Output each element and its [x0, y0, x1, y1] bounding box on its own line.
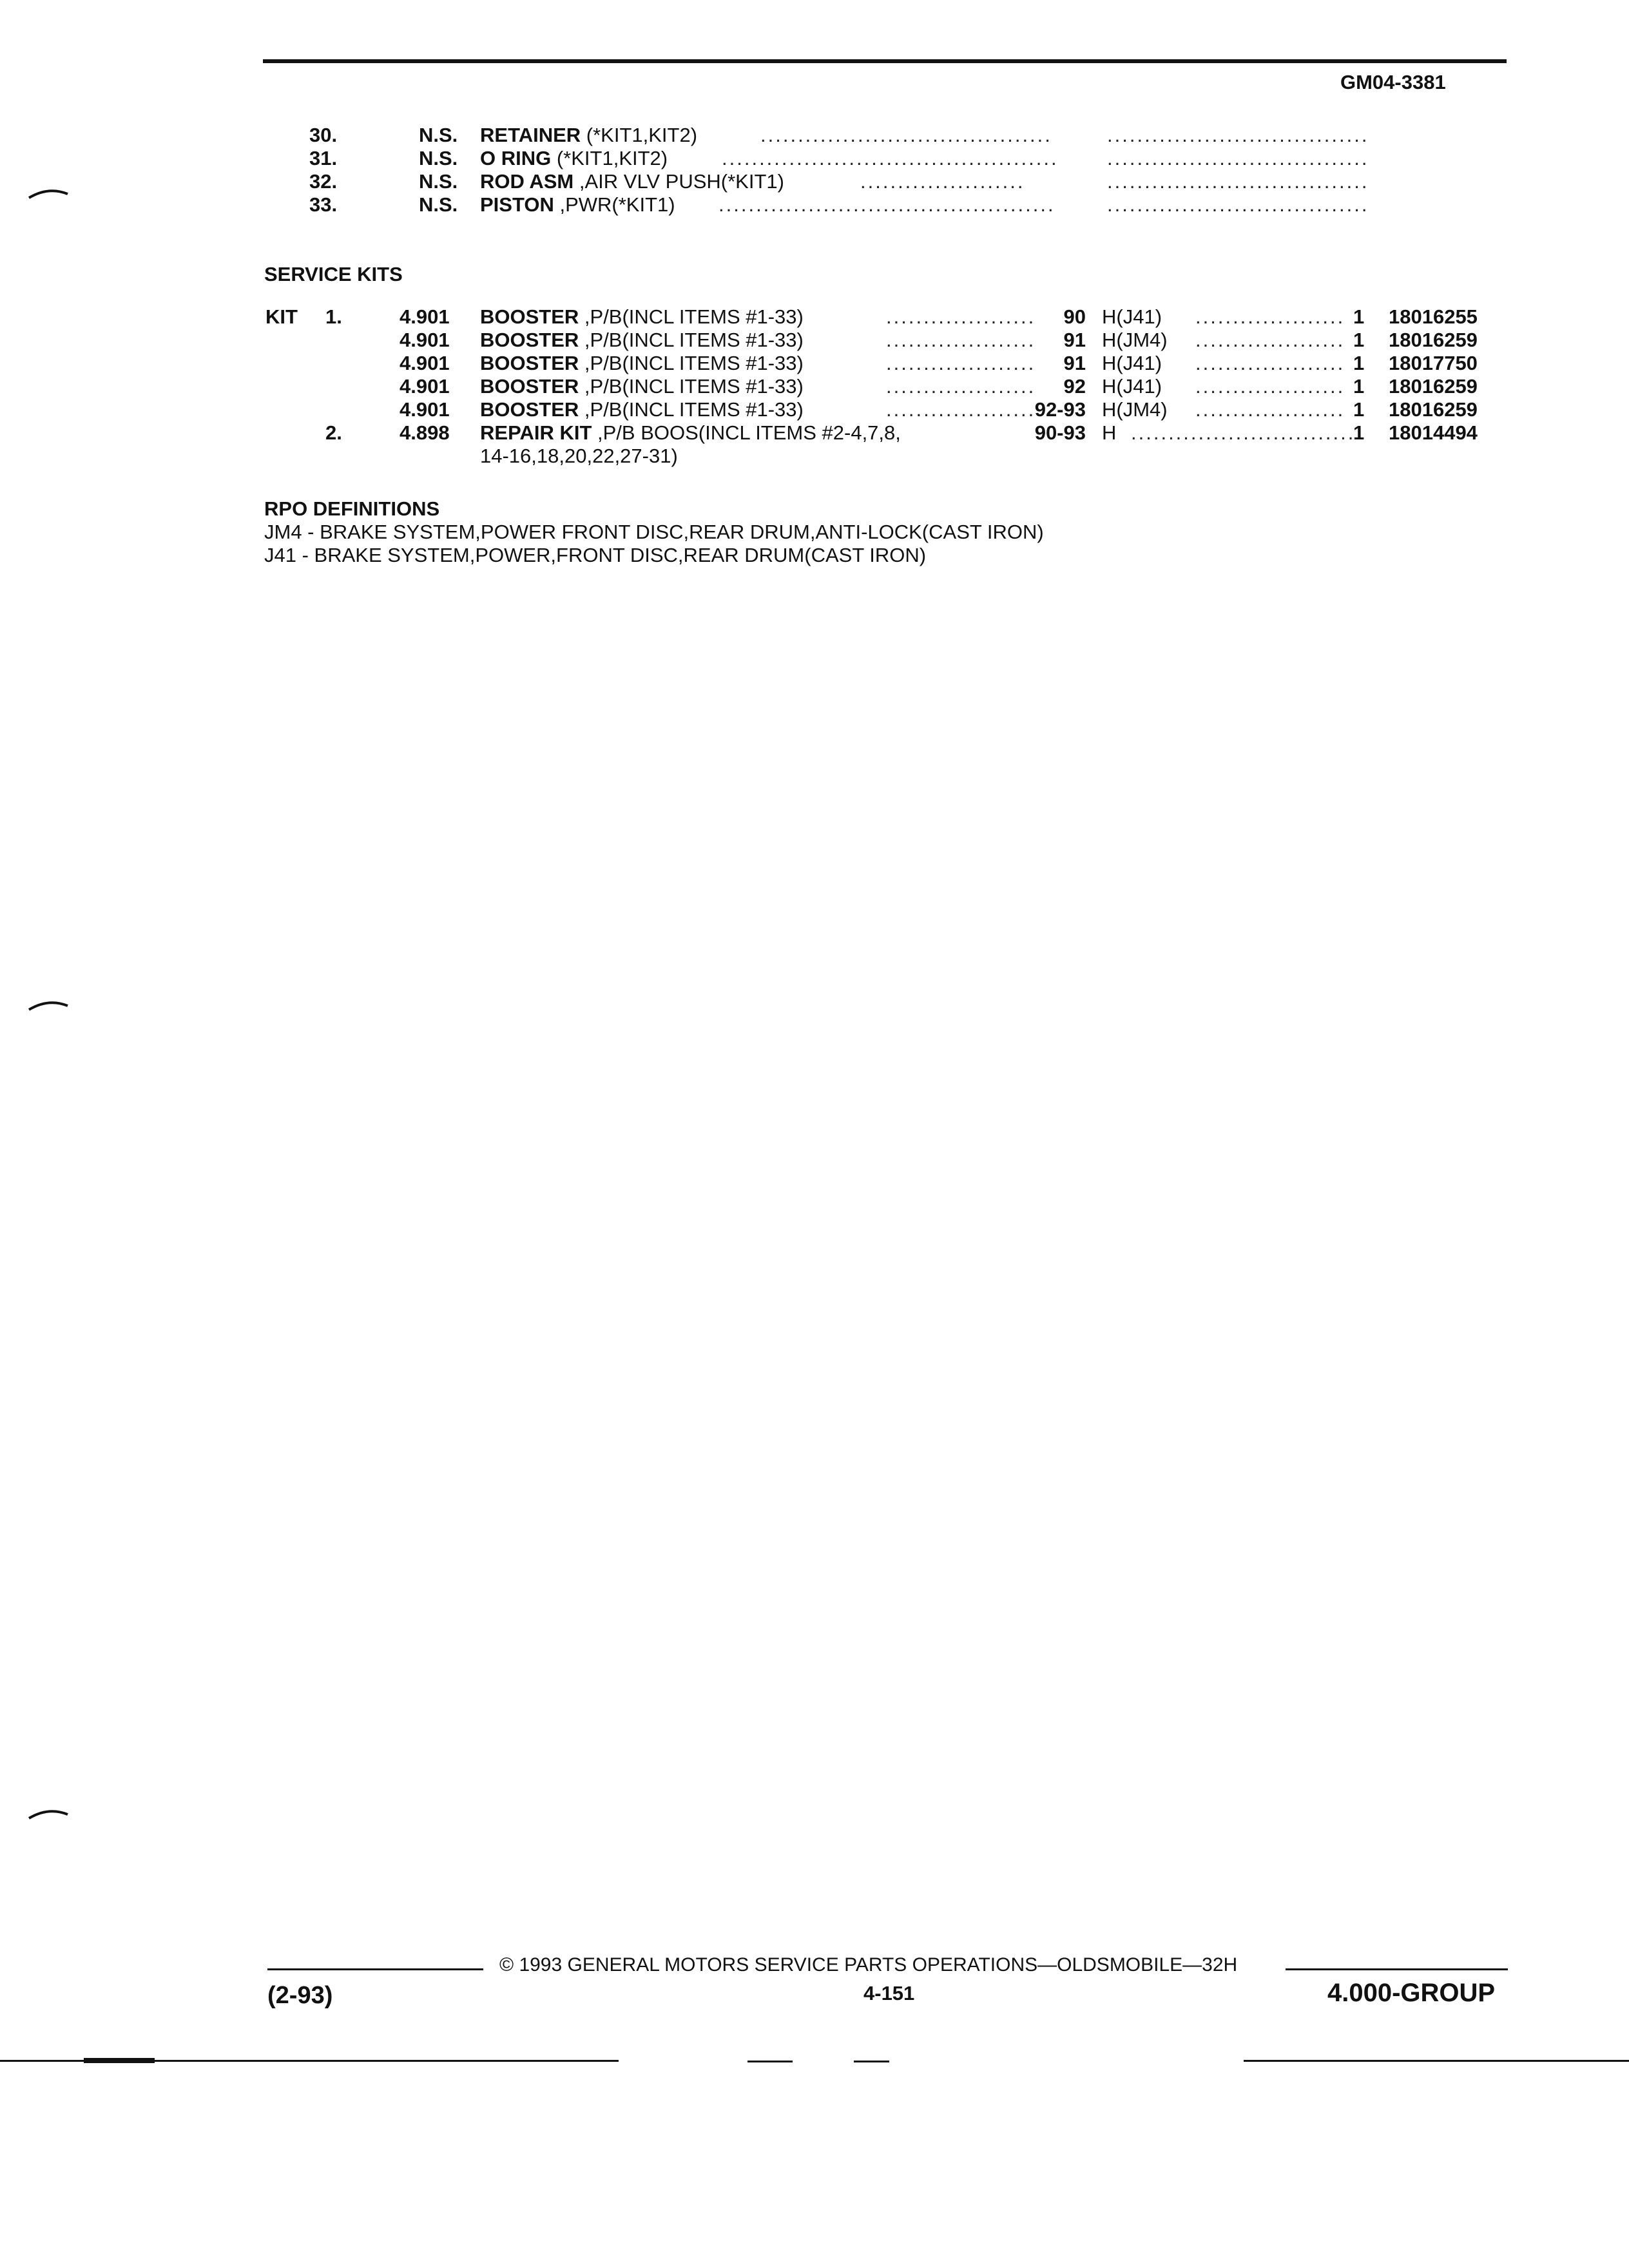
- scan-edge-line: [747, 2061, 793, 2062]
- part-number: 18014494: [1389, 421, 1478, 444]
- kit-description: [480, 352, 804, 375]
- leader-dots: ...................................: [1107, 170, 1369, 193]
- part-desc: ,PWR(*KIT1): [554, 193, 675, 216]
- service-kits-heading: SERVICE KITS: [264, 263, 403, 285]
- leader-dots: ...................................: [1107, 193, 1369, 216]
- part-desc: (*KIT1,KIT2): [551, 147, 668, 169]
- kit-desc: ,P/B(INCL ITEMS #1-33): [579, 329, 804, 351]
- leader-dots: ...................................: [1107, 147, 1369, 169]
- group-label: 4.000-GROUP: [1327, 1979, 1496, 2007]
- model-year: 91: [1063, 329, 1086, 351]
- part-number: 30.: [309, 124, 338, 146]
- part-ns: N.S.: [419, 170, 458, 193]
- leader-dots: ....................: [886, 375, 1036, 398]
- kit-desc-continued: 14-16,18,20,22,27-31): [480, 445, 678, 467]
- kit-desc: ,P/B(INCL ITEMS #1-33): [579, 305, 804, 328]
- part-ns: N.S.: [419, 124, 458, 146]
- quantity: 1: [1353, 329, 1365, 351]
- kit-description: [480, 398, 804, 421]
- part-number: 32.: [309, 170, 338, 193]
- leader-dots: .............................................: [718, 193, 1055, 216]
- leader-dots: .......................................: [760, 124, 1052, 146]
- scan-edge-line: [1244, 2060, 1629, 2062]
- quantity: 1: [1353, 352, 1365, 374]
- quantity: 1: [1353, 305, 1365, 328]
- kit-name: BOOSTER: [480, 305, 579, 328]
- part-name: PISTON: [480, 193, 554, 216]
- revision-date: (2-93): [267, 1982, 333, 2009]
- part-name: O RING: [480, 147, 552, 169]
- model-year: 92: [1063, 375, 1086, 398]
- part-number: 33.: [309, 193, 338, 216]
- kit-name: REPAIR KIT: [480, 421, 592, 444]
- copyright-line: © 1993 GENERAL MOTORS SERVICE PARTS OPERATIONS—OLDSMOBILE—32H: [499, 1954, 1238, 1975]
- part-description: [480, 170, 784, 193]
- kit-desc: ,P/B(INCL ITEMS #1-33): [579, 398, 804, 421]
- rpo-code: H(JM4): [1102, 398, 1168, 421]
- scan-edge-line: [854, 2061, 889, 2062]
- leader-dots: ....................: [1195, 375, 1345, 398]
- part-description: [480, 193, 675, 216]
- leader-dots: ...................................: [1107, 124, 1369, 146]
- leader-dots: ....................: [1195, 398, 1345, 421]
- rpo-definition: JM4 - BRAKE SYSTEM,POWER FRONT DISC,REAR DRUM,ANTI-LOCK(CAST IRON): [264, 521, 1044, 543]
- margin-mark: [26, 1804, 71, 1823]
- part-number: 18016259: [1389, 375, 1478, 398]
- leader-dots: ..............................: [1131, 421, 1356, 444]
- leader-dots: ....................: [886, 352, 1036, 374]
- model-year: 90: [1063, 305, 1086, 328]
- part-ns: N.S.: [419, 147, 458, 169]
- part-description: [480, 147, 668, 170]
- rpo-code: H(J41): [1102, 305, 1162, 328]
- group-number: 4.901: [400, 375, 450, 398]
- document-id: GM04-3381: [1340, 71, 1446, 93]
- leader-dots: ....................: [886, 329, 1036, 351]
- leader-dots: ....................: [1195, 305, 1345, 328]
- leader-dots: .............................................: [722, 147, 1059, 169]
- part-number: 18017750: [1389, 352, 1478, 374]
- leader-dots: ....................: [886, 398, 1036, 421]
- part-name: RETAINER: [480, 124, 581, 146]
- group-number: 4.898: [400, 421, 450, 444]
- leader-dots: ......................: [860, 170, 1025, 193]
- rpo-heading: RPO DEFINITIONS: [264, 497, 440, 520]
- rpo-code: H: [1102, 421, 1117, 444]
- kit-description: [480, 421, 901, 445]
- kit-desc: ,P/B BOOS(INCL ITEMS #2-4,7,8,: [592, 421, 901, 444]
- part-desc: (*KIT1,KIT2): [581, 124, 698, 146]
- group-number: 4.901: [400, 305, 450, 328]
- part-number: 31.: [309, 147, 338, 169]
- kit-name: BOOSTER: [480, 398, 579, 421]
- group-number: 4.901: [400, 398, 450, 421]
- scan-edge-line: [84, 2058, 155, 2063]
- model-year: 91: [1063, 352, 1086, 374]
- quantity: 1: [1353, 398, 1365, 421]
- rpo-code: H(JM4): [1102, 329, 1168, 351]
- kit-name: BOOSTER: [480, 329, 579, 351]
- part-name: ROD ASM: [480, 170, 574, 193]
- kit-name: BOOSTER: [480, 352, 579, 374]
- kit-label: KIT: [265, 305, 298, 328]
- model-year: 90-93: [1034, 421, 1086, 444]
- footer-rule-right: [1286, 1968, 1508, 1970]
- part-ns: N.S.: [419, 193, 458, 216]
- group-number: 4.901: [400, 352, 450, 374]
- margin-mark: [26, 995, 71, 1015]
- kit-name: BOOSTER: [480, 375, 579, 398]
- rpo-code: H(J41): [1102, 352, 1162, 374]
- group-number: 4.901: [400, 329, 450, 351]
- quantity: 1: [1353, 375, 1365, 398]
- page-number: 4-151: [863, 1982, 915, 2004]
- rpo-code: H(J41): [1102, 375, 1162, 398]
- leader-dots: ....................: [886, 305, 1036, 328]
- part-desc: ,AIR VLV PUSH(*KIT1): [574, 170, 784, 193]
- margin-mark: [26, 184, 71, 203]
- part-number: 18016255: [1389, 305, 1478, 328]
- quantity: 1: [1353, 421, 1365, 444]
- header-rule: [263, 59, 1507, 63]
- kit-description: [480, 329, 804, 352]
- kit-description: [480, 305, 804, 329]
- leader-dots: ....................: [1195, 329, 1345, 351]
- part-number: 18016259: [1389, 329, 1478, 351]
- kit-desc: ,P/B(INCL ITEMS #1-33): [579, 375, 804, 398]
- kit-number: 2.: [325, 421, 342, 444]
- part-number: 18016259: [1389, 398, 1478, 421]
- footer-rule-left: [267, 1968, 483, 1970]
- rpo-definition: J41 - BRAKE SYSTEM,POWER,FRONT DISC,REAR DRUM(CAST IRON): [264, 544, 927, 566]
- model-year: 92-93: [1034, 398, 1086, 421]
- part-description: [480, 124, 697, 147]
- kit-number: 1.: [325, 305, 342, 328]
- kit-description: [480, 375, 804, 398]
- leader-dots: ....................: [1195, 352, 1345, 374]
- kit-desc: ,P/B(INCL ITEMS #1-33): [579, 352, 804, 374]
